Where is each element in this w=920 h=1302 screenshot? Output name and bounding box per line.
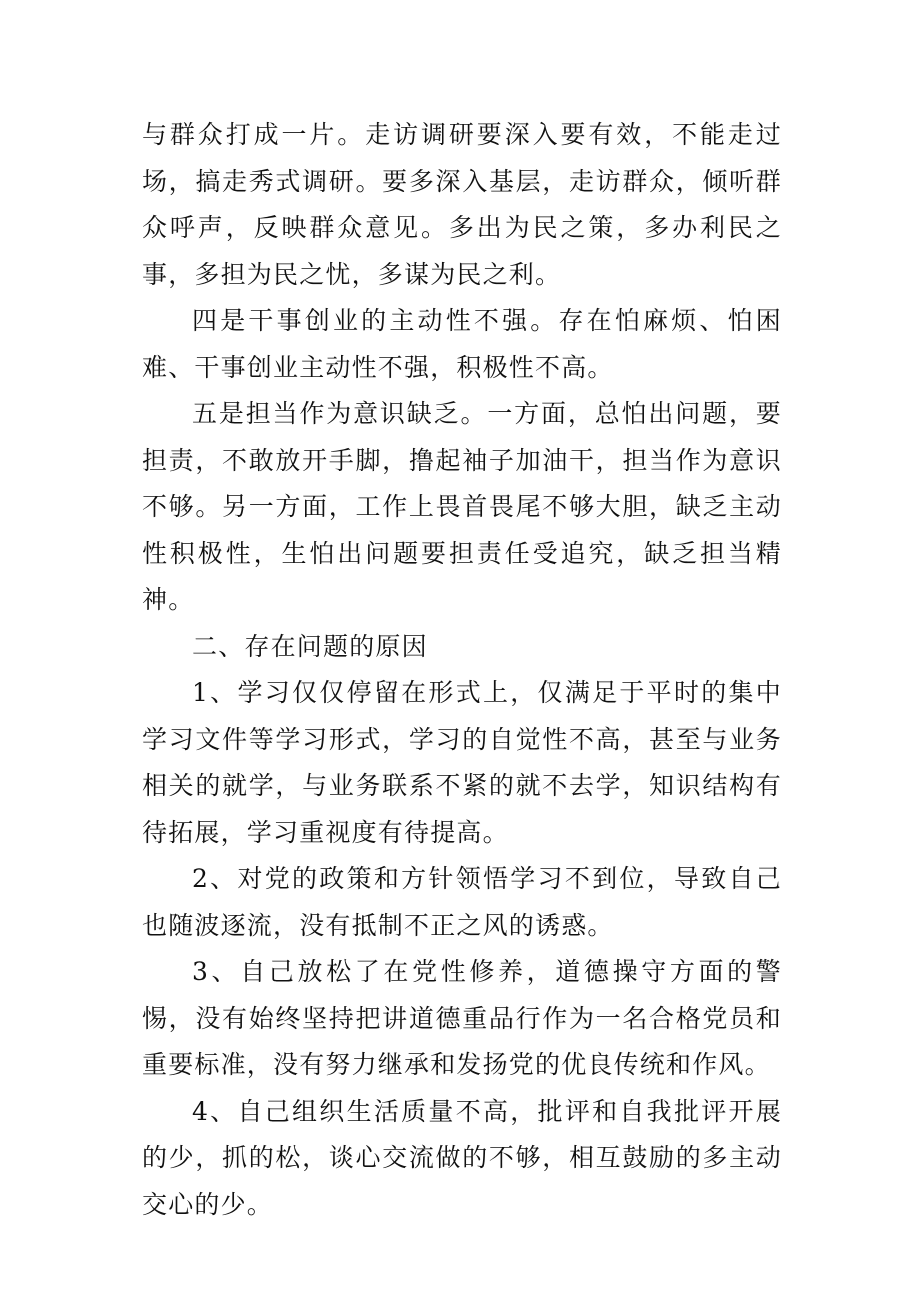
- paragraph-cause-1: 1、学习仅仅停留在形式上，仅满足于平时的集中学习文件等学习形式，学习的自觉性不高，甚至与业务相关的就学，与业务联系不紧的就不去学，知识结构有待拓展，学习重视度有待提高。: [142, 678, 782, 847]
- paragraph-cause-4: 4、自己组织生活质量不高，批评和自我批评开展的少，抓的松，谈心交流做的不够，相互鼓励的多主动交心的少。: [142, 1096, 782, 1219]
- paragraph-cause-3: 3、自己放松了在党性修养，道德操守方面的警惕，没有始终坚持把讲道德重品行作为一名合格党员和重要标准，没有努力继承和发扬党的优良传统和作风。: [142, 957, 782, 1079]
- section-heading-causes: 二、存在问题的原因: [192, 631, 428, 661]
- document-body: [142, 112, 782, 1228]
- paragraph-cause-2: 2、对党的政策和方针领悟学习不到位，导致自己也随波逐流，没有抵制不正之风的诱惑。: [142, 864, 782, 940]
- paragraph-item-five: 五是担当作为意识缺乏。一方面，总怕出问题，要担责，不敢放开手脚，撸起袖子加油干，担当作为意识不够。另一方面，工作上畏首畏尾不够大胆，缺乏主动性积极性，生怕出问题要担责任受追究，缺乏担当精神。: [142, 399, 782, 614]
- paragraph-item-four: 四是干事创业的主动性不强。存在怕麻烦、怕困难、干事创业主动性不强，积极性不高。: [142, 306, 782, 382]
- paragraph-continuation: 与群众打成一片。走访调研要深入要有效，不能走过场，搞走秀式调研。要多深入基层，走访群众，倾听群众呼声，反映群众意见。多出为民之策，多办利民之事，多担为民之忧，多谋为民之利。: [142, 120, 782, 289]
